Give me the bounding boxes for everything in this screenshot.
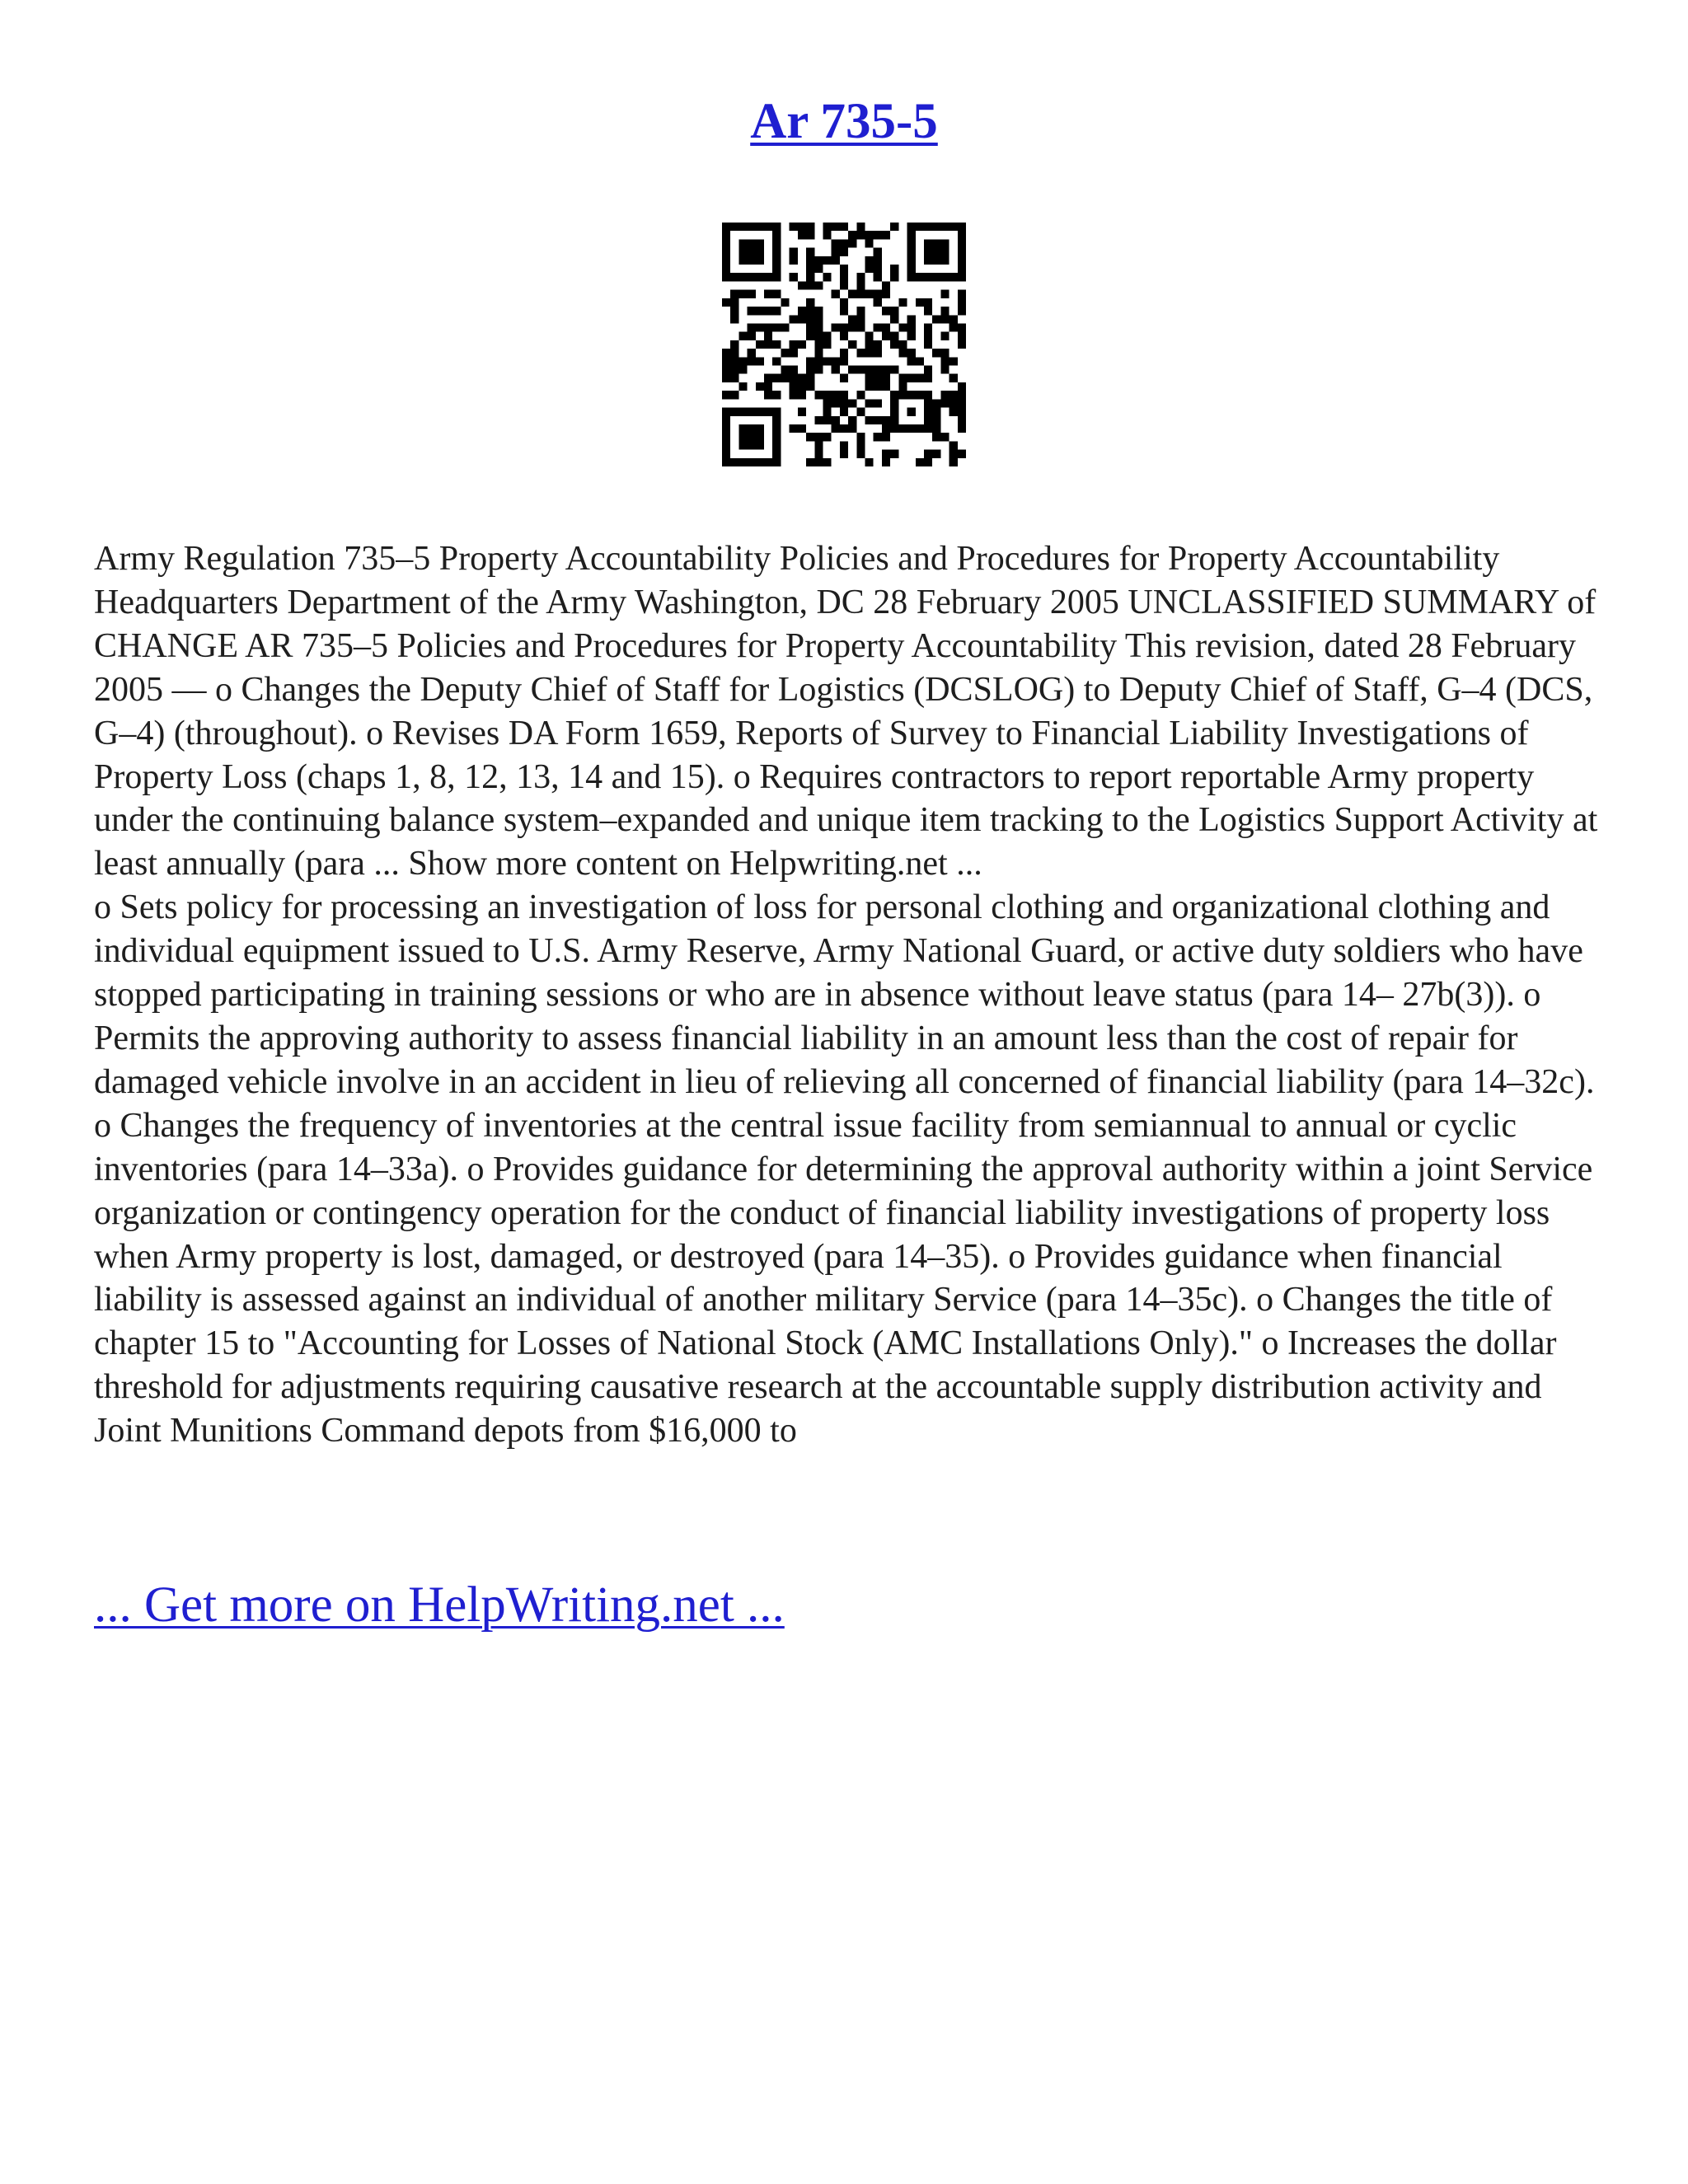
summary-paragraph-2: o Sets policy for processing an investigation of loss for personal clothing and organizational clothing and individual equipment issued to U.S. Army Reserve, Army National Guard, or active duty soldiers who have stopped participating in training sessions or who are in absence without leave status (para 14– 27b(3)). o Permits the approving authority to assess financial liability in an amount less than the cost of repair for damaged vehicle involve in an accident in lieu of relieving all concerned of financial liability (para 14–32c). o Changes the frequency of inventories at the central issue facility from semiannual to annual or cyclic inventories (para 14–33a). o Provides guidance for determining the approval authority within a joint Service organization or contingency operation for the conduct of financial liability investigations of property loss when Army property is lost, damaged, or destroyed (para 14–35). o Provides guidance when financial liability is assessed against an individual of another military Service (para 14–35c). o Changes the title of chapter 15 to "Accounting for Losses of National Stock (AMC Installations Only)." o Increases the dollar threshold for adjustments requiring causative research at the accountable supply distribution activity and Joint Munitions Command depots from $16,000 to bbox=[94, 888, 1595, 1451]
get-more-link[interactable]: ... Get more on HelpWriting.net ... bbox=[94, 1577, 785, 1633]
document-title bbox=[0, 89, 1688, 155]
qr-code-icon bbox=[722, 223, 966, 466]
title-link[interactable]: Ar 735-5 bbox=[750, 94, 938, 149]
summary-paragraph-1: Army Regulation 735–5 Property Accountability Policies and Procedures for Property Accountability Headquarters Department of the Army Washington, DC 28 February 2005 UNCLASSIFIED SUMMARY of CHANGE AR 735–5 Policies and Procedures for Property Accountability This revision, dated 28 February 2005 — o Changes the Deputy Chief of Staff for Logistics (DCSLOG) to Deputy Chief of Staff, G–4 (DCS, G–4) (throughout). o Revises DA Form 1659, Reports of Survey to Financial Liability Investigations of Property Loss (chaps 1, 8, 12, 13, 14 and 15). o Requires contractors to report reportable Army property under the continuing balance system–expanded and unique item tracking to the Logistics Support Activity at least annually (para ... Show more content on Helpwriting.net ... bbox=[94, 540, 1598, 883]
document-body bbox=[94, 537, 1602, 1453]
get-more-link-container bbox=[94, 1572, 785, 1638]
